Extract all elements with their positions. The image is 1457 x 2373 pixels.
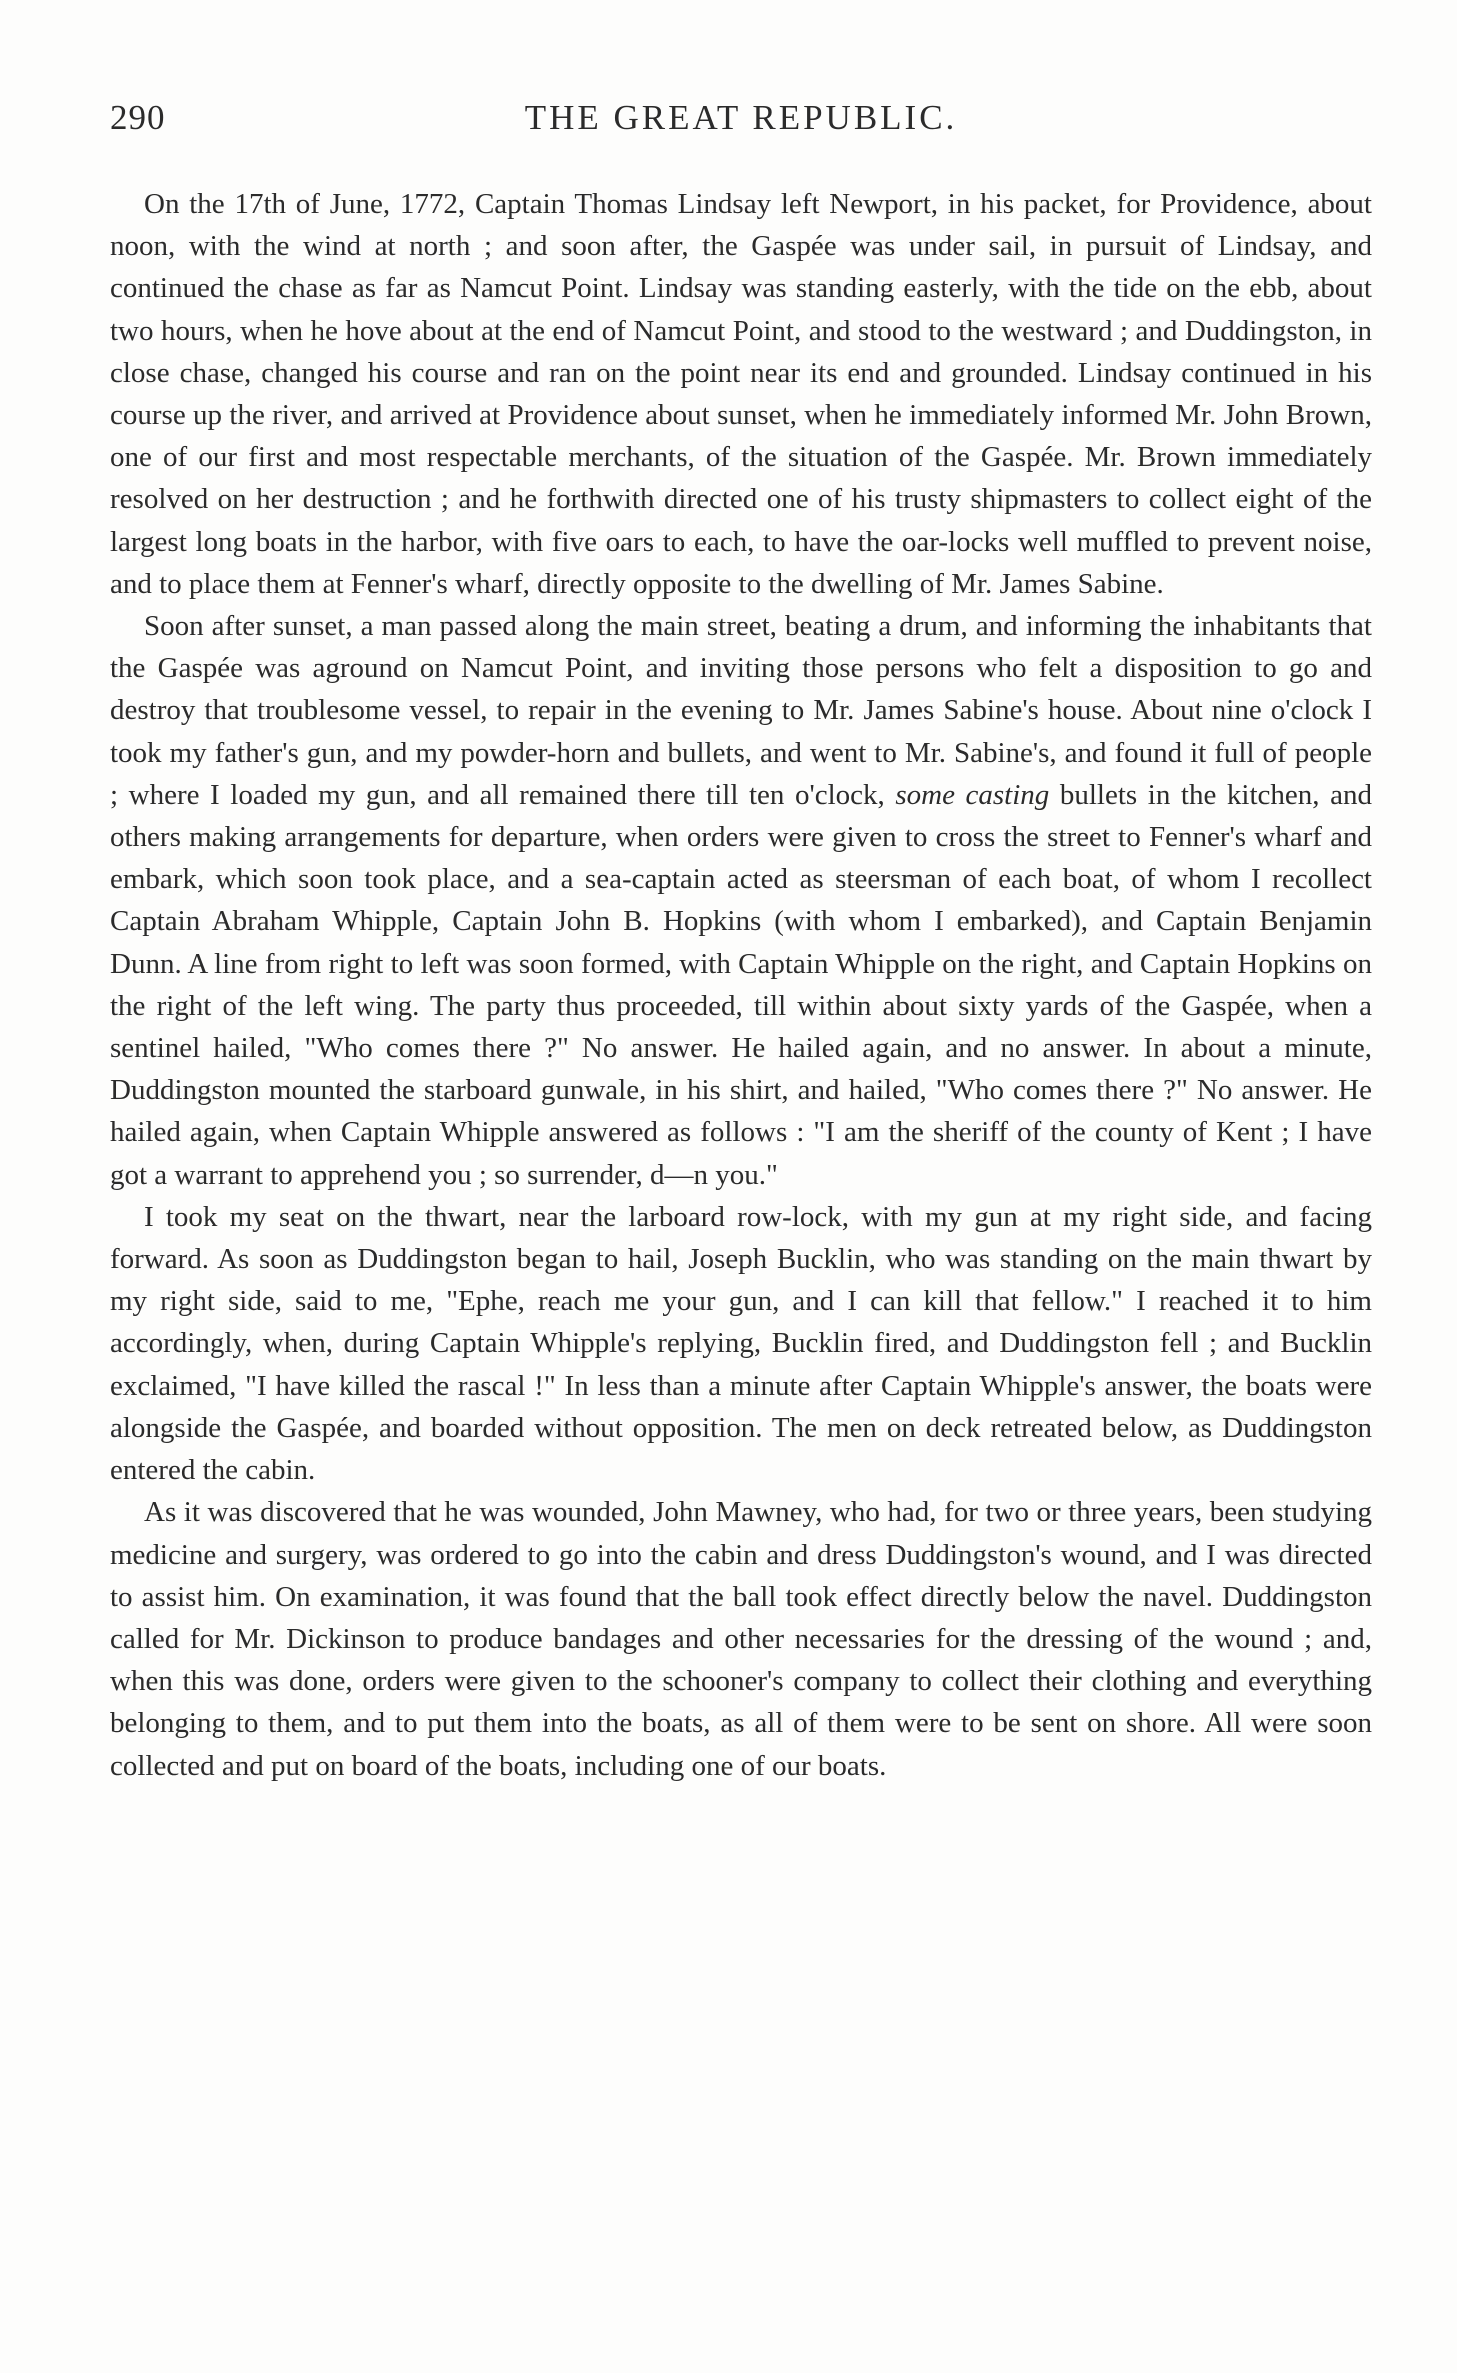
- running-head: [110, 98, 1372, 148]
- paragraph-2-text-start: Soon after sunset, a man passed along the main street, beating a drum, and informing the inhabitants that the Gaspée was aground on Namcut Point, and inviting those persons who felt a disposition to go and destroy that troublesome vessel, to repair in the evening to Mr. James Sabine's house. About nine o'clock I took my father's gun, and my powder-horn and bullets, and went to Mr. Sabine's, and found it full of people ; where I loaded my gun, and all remained there till ten o'clock,: [110, 610, 1372, 811]
- paragraph-2: [110, 605, 1372, 1196]
- paragraph-2-text-end: bullets in the kitchen, and others making arrangements for departure, when orders were given to cross the street to Fenner's wharf and embark, which soon took place, and a sea-captain acted as steersman of each boat, of whom I recollect Captain Abraham Whipple, Captain John B. Hopkins (with whom I embarked), and Captain Benjamin Dunn. A line from right to left was soon formed, with Captain Whipple on the right, and Captain Hopkins on the right of the left wing. The party thus proceeded, till within about sixty yards of the Gaspée, when a sentinel hailed, "Who comes there ?" No answer. He hailed again, and no answer. In about a minute, Duddingston mounted the starboard gunwale, in his shirt, and hailed, "Who comes there ?" No answer. He hailed again, when Captain Whipple answered as follows : "I am the sheriff of the county of Kent ; I have got a warrant to apprehend you ; so surrender, d—n you.": [110, 778, 1372, 1191]
- paragraph-2-italic-phrase: some casting: [895, 778, 1050, 811]
- body-text: [110, 183, 1372, 1787]
- running-title: THE GREAT REPUBLIC.: [524, 98, 958, 137]
- paragraph-4: As it was discovered that he was wounded, John Mawney, who had, for two or three years, been studying medicine and surgery, was ordered to go into the cabin and dress Duddingston's wound, and I was directed to assist him. On examination, it was found that the ball took effect directly below the navel. Duddingston called for Mr. Dickinson to produce bandages and other necessaries for the dressing of the wound ; and, when this was done, orders were given to the schooner's company to collect their clothing and everything belonging to them, and to put them into the boats, as all of them were to be sent on shore. All were soon collected and put on board of the boats, including one of our boats.: [110, 1496, 1372, 1782]
- page-number: 290: [110, 98, 166, 137]
- paragraph-1: On the 17th of June, 1772, Captain Thomas Lindsay left Newport, in his packet, for Providence, about noon, with the wind at north ; and soon after, the Gaspée was under sail, in pursuit of Lindsay, and continued the chase as far as Namcut Point. Lindsay was standing easterly, with the tide on the ebb, about two hours, when he hove about at the end of Namcut Point, and stood to the westward ; and Duddingston, in close chase, changed his course and ran on the point near its end and grounded. Lindsay continued in his course up the river, and arrived at Providence about sunset, when he immediately informed Mr. John Brown, one of our first and most respectable merchants, of the situation of the Gaspée. Mr. Brown immediately resolved on her destruction ; and he forthwith directed one of his trusty shipmasters to collect eight of the largest long boats in the harbor, with five oars to each, to have the oar-locks well muffled to prevent noise, and to place them at Fenner's wharf, directly opposite to the dwelling of Mr. James Sabine.: [110, 188, 1372, 600]
- paragraph-3: I took my seat on the thwart, near the larboard row-lock, with my gun at my right side, and facing forward. As soon as Duddingston began to hail, Joseph Bucklin, who was standing on the main thwart by my right side, said to me, "Ephe, reach me your gun, and I can kill that fellow." I reached it to him accordingly, when, during Captain Whipple's replying, Bucklin fired, and Duddingston fell ; and Bucklin exclaimed, "I have killed the rascal !" In less than a minute after Captain Whipple's answer, the boats were alongside the Gaspée, and boarded without opposition. The men on deck retreated below, as Duddingston entered the cabin.: [110, 1200, 1372, 1487]
